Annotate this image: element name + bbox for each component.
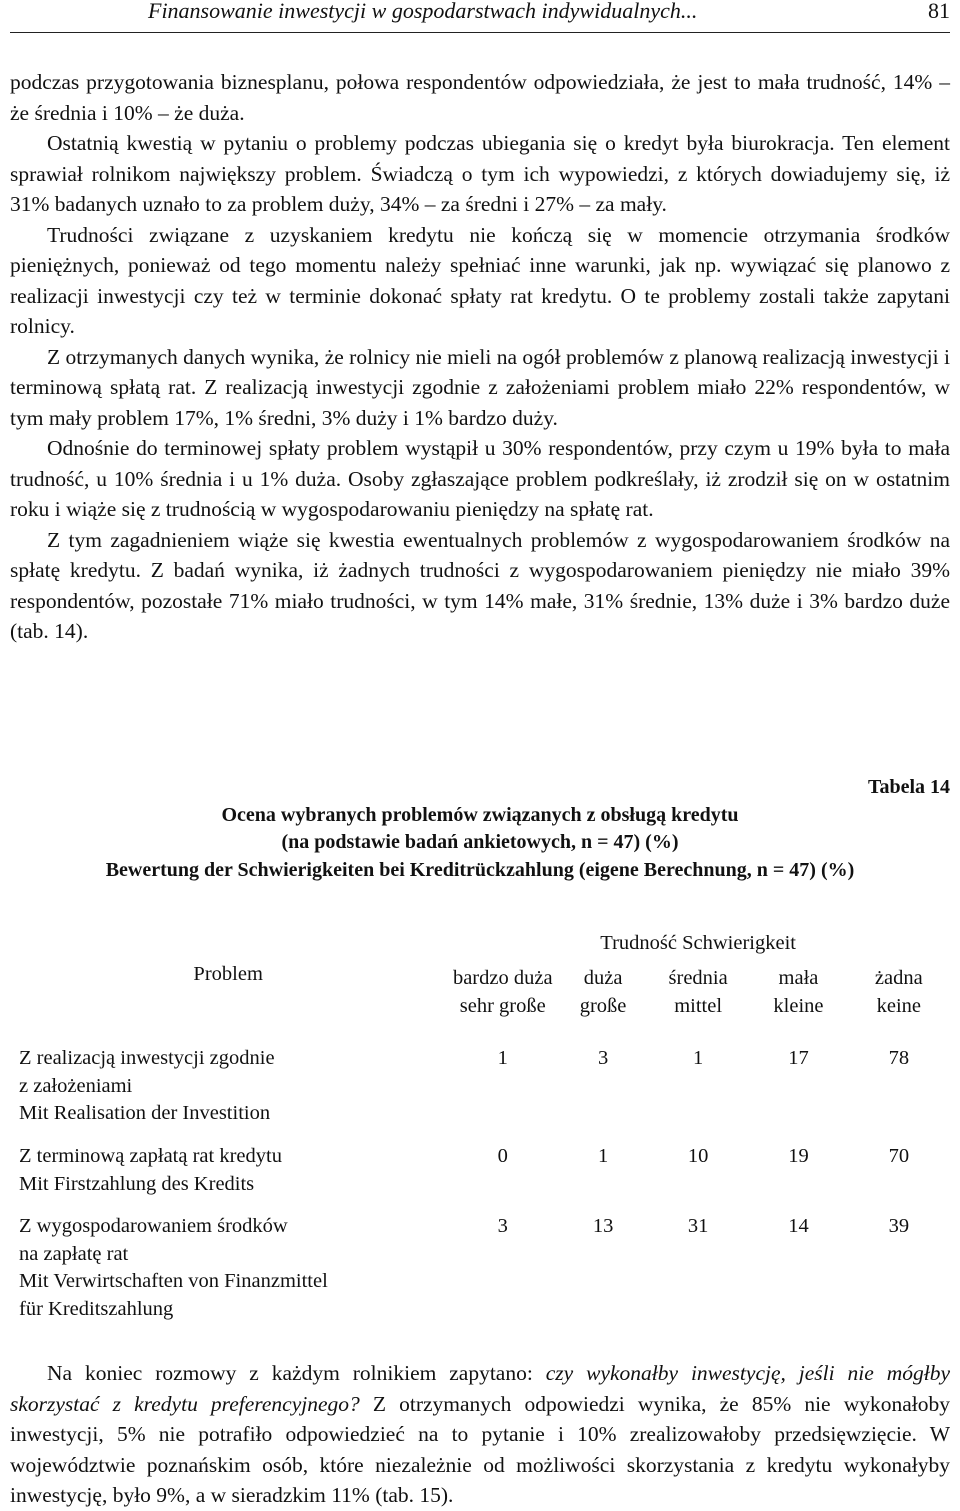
table-title-de: Bewertung der Schwierigkeiten bei Kreditrückzahlung (eigene Berechnung, n = 47) (%)	[105, 858, 855, 881]
row-label: Z terminową zapłatą rat kredytu Mit Firstzahlung des Kredits	[19, 1145, 282, 1195]
running-title: Finansowanie inwestycji w gospodarstwach indywidualnych...	[148, 0, 698, 23]
table-cell: 1	[597, 1145, 609, 1167]
table-cell: 1	[693, 1047, 704, 1069]
paragraph: Ostatnią kwestią w pytaniu o problemy podczas ubiegania się o kredyt była biurokracja. Ten element sprawiał rolnikom największy problem. Świadczą o tym ich wypowiedzi, z których dowiadujemy się, iż 31% badanych uznało to za problem duży, 34% – za średni i 27% – za mały.	[10, 131, 950, 216]
closing-text-part1: Na koniec rozmowy z każdym rolnikiem zapytano:	[47, 1361, 546, 1385]
data-table	[9, 915, 949, 1331]
paragraph: Trudności związane z uzyskaniem kredytu nie kończą się w momencie otrzymania środków pieniężnych, ponieważ od tego momentu należy spełniać inne warunki, jak np. wywiązać się planowo z realizacji inwestycji czy też w terminie dokonać spłaty rat kredytu. O te problemy zostali także zapytani rolnicy.	[10, 222, 950, 338]
table-row	[9, 1133, 949, 1203]
table-cell: 70	[888, 1145, 910, 1167]
table-cell: 3	[597, 1047, 609, 1069]
page-number: 81	[928, 0, 950, 23]
table-title-pl: Ocena wybranych problemów związanych z obsługą kredytu	[221, 803, 739, 826]
running-header	[10, 0, 950, 33]
paragraph: Z tym zagadnieniem wiąże się kwestia ewentualnych problemów z wygospodarowaniem środków na spłatę kredytu. Z badań wynika, iż żadnych trudności z wygospodarowaniem pieniędzy nie miało 39% respondentów, pozostałe 71% miało trudności, w tym 14% małe, 31% średnie, 13% duże i 3% bardzo duże (tab. 14).	[10, 527, 950, 643]
table-caption	[10, 774, 950, 884]
difficulty-group-header: Trudność Schwierigkeit	[600, 931, 796, 954]
closing-text-part2: Z otrzymanych odpowiedzi wynika, że 85% nie wykonałoby inwestycji, 5% nie potrafiło odpowiedzieć na to pytanie i 10% zrealizowałoby przedsięwzięcie. W województwie poznańskim osób, które niezależnie od możliwości skorzystania z kredytu wykonałyby inwestycję, było 9%, a w sieradzkim 11% (tab. 15).	[10, 1391, 950, 1507]
paragraph: Z otrzymanych danych wynika, że rolnicy nie mieli na ogół problemów z planową realizacją inwestycji i terminową spłatą rat. Z realizacją inwestycji zgodnie z założeniami problem miało 22% respondentów, w tym mały problem 17%, 1% średni, 3% duży i 1% bardzo duży.	[10, 344, 950, 430]
column-header: średnia mittel	[668, 967, 728, 1017]
table-row	[9, 1203, 949, 1331]
problem-header: Problem	[193, 963, 263, 986]
table-subtitle-pl: (na podstawie badań ankietowych, n = 47) (%)	[281, 831, 679, 853]
table-cell: 1	[497, 1047, 508, 1069]
survey-question: czy wykonałby inwestycję, jeśli nie mógłby skorzystać z kredytu preferencyjnego?	[10, 1361, 950, 1416]
row-label: Z wygospodarowaniem środków na zapłatę rat Mit Verwirtschaften von Finanzmittel für Kreditszahlung	[19, 1215, 328, 1320]
table-cell: 19	[788, 1145, 809, 1167]
column-header: żadna keine	[874, 967, 923, 1017]
closing-paragraph	[10, 1358, 950, 1511]
table-cell: 3	[497, 1215, 508, 1237]
table-cell: 39	[888, 1215, 910, 1237]
table-number: Tabela 14	[867, 776, 950, 798]
table-cell: 13	[592, 1215, 614, 1237]
column-header: duża große	[579, 967, 627, 1017]
body-text	[10, 67, 950, 647]
table-cell: 0	[497, 1145, 508, 1167]
table-cell: 17	[788, 1047, 809, 1069]
column-header: mała kleine	[773, 967, 824, 1017]
paragraph: podczas przygotowania biznesplanu, połowa respondentów odpowiedziała, że jest to mała trudność, 14% – że średnia i 10% – że duża.	[10, 70, 950, 125]
table-cell: 10	[687, 1145, 709, 1167]
row-label: Z realizacją inwestycji zgodnie z założeniami Mit Realisation der Investition	[19, 1047, 275, 1124]
column-header: bardzo duża sehr große	[452, 967, 553, 1017]
table-cell: 31	[687, 1215, 709, 1237]
table-cell: 14	[788, 1215, 809, 1237]
table-row	[9, 1035, 949, 1133]
paragraph: Odnośnie do terminowej spłaty problem wystąpił u 30% respondentów, przy czym u 19% była to mała trudność, u 10% średnia i u 1% duża. Osoby zgłaszające problem podkreślały, iż zrodził się on w ostatnim roku i wiąże się z trudnością w wygospodarowaniu pieniędzy na spłatę rat.	[10, 436, 950, 521]
table-cell: 78	[888, 1047, 910, 1069]
